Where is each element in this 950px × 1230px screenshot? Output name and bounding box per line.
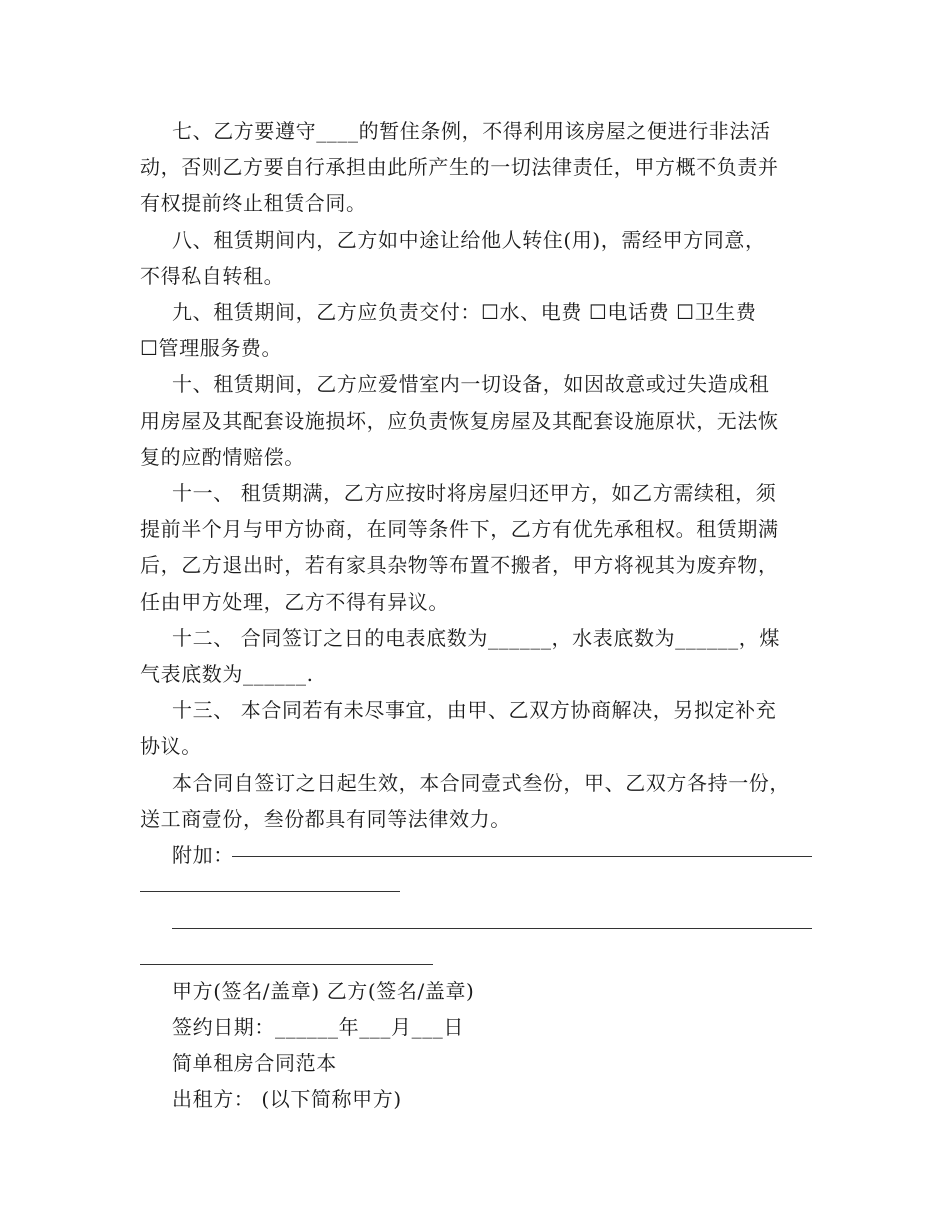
text-line: 十、租赁期间，乙方应爱惜室内一切设备，如因故意或过失造成租 [172,372,770,396]
text-line: 十一、 租赁期满，乙方应按时将房屋归还甲方，如乙方需续租，须 [172,481,777,505]
addendum-rule [140,964,433,965]
text-line: 送工商壹份，叁份都具有同等法律效力。 [140,807,511,831]
addendum-label: 附加： [172,843,234,867]
text-line: 协议。 [140,734,202,758]
section-title: 简单租房合同范本 [172,1051,337,1075]
text-line: 任由甲方处理，乙方不得有异议。 [140,590,449,614]
text-line: 七、乙方要遵守____的暂住条例，不得利用该房屋之便进行非法活 [172,119,771,143]
text-line: 气表底数为______. [140,662,314,686]
text-line: 用房屋及其配套设施损坏，应负责恢复房屋及其配套设施原状，无法恢 [140,409,779,433]
lessor-line: 出租方： (以下简称甲方) [172,1087,402,1111]
text-line: 有权提前终止租赁合同。 [140,191,367,215]
addendum-rule [140,891,400,892]
text-line: 八、租赁期间内，乙方如中途让给他人转住(用)，需经甲方同意， [172,228,766,252]
text-line: 九、租赁期间，乙方应负责交付：☐水、电费 ☐电话费 ☐卫生费 [172,300,757,324]
text-line: 提前半个月与甲方协商，在同等条件下，乙方有优先承租权。租赁期满 [140,517,779,541]
signing-date-line: 签约日期：______年___月___日 [172,1015,464,1039]
text-line: 本合同自签订之日起生效，本合同壹式叁份，甲、乙双方各持一份， [172,771,790,795]
addendum-rule [172,928,812,929]
addendum-rule [232,856,812,857]
signature-line: 甲方(签名/盖章) 乙方(签名/盖章) [172,979,475,1003]
text-line: 十三、 本合同若有未尽事宜，由甲、乙双方协商解决，另拟定补充 [172,698,777,722]
text-line: 后，乙方退出时，若有家具杂物等布置不搬者，甲方将视其为废弃物， [140,553,779,577]
text-line: 十二、 合同签订之日的电表底数为______，水表底数为______，煤 [172,626,780,650]
text-line: ☐管理服务费。 [140,336,283,360]
text-line: 复的应酌情赔偿。 [140,445,305,469]
text-line: 不得私自转租。 [140,264,285,288]
text-line: 动，否则乙方要自行承担由此所产生的一切法律责任，甲方概不负责并 [140,155,779,179]
